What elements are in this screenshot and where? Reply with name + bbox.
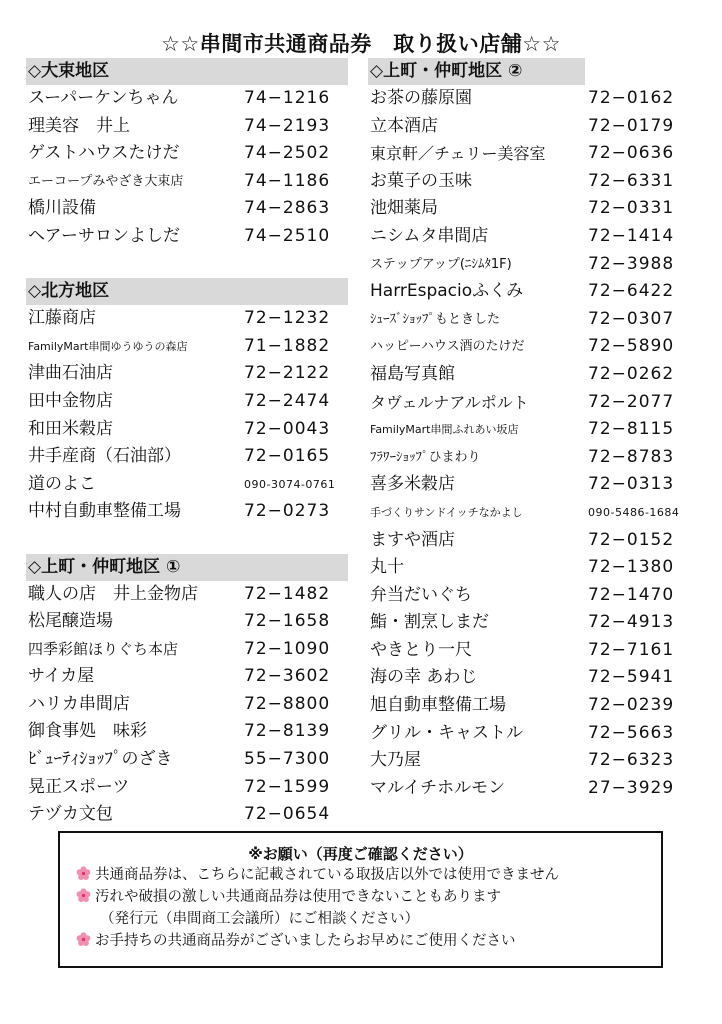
shop-name: ﾌﾗﾜｰｼｮｯﾌﾟひまわり [370,449,481,465]
shop-name: 御食事処 味彩 [28,721,147,742]
notice-text: お手持ちの共通商品券がございましたらお早めにご使用ください [95,933,516,949]
shop-name: 中村自動車整備工場 [28,501,181,522]
shop-phone: 72−1470 [588,584,675,605]
shop-name: 手づくりサンドイッチなかよし [370,505,523,519]
right-column [368,58,698,802]
shop-name: 鮨・割烹しまだ [370,612,489,633]
shop-row [26,195,348,223]
shop-phone: 72−0331 [588,198,675,219]
shop-row [26,718,348,746]
shop-row [368,775,698,803]
shop-name: 四季彩館ほりぐち本店 [28,639,179,658]
cherry-blossom-icon [76,888,91,903]
shop-name: 旭自動車整備工場 [370,695,506,716]
shop-phone: 74−2863 [244,198,331,219]
section-header-kamimachi-2: ◇上町・仲町地区 ② [368,58,585,85]
shop-name: 大乃屋 [370,750,421,771]
shop-row [26,168,348,196]
shop-name: スーパーケンちゃん [28,88,179,108]
shop-row [368,444,698,472]
shop-phone: 74−2193 [244,115,331,136]
shop-phone: 72−0636 [588,143,675,164]
shop-phone: 72−8115 [588,419,675,440]
shop-row [26,443,348,471]
shop-phone: 27−3929 [588,777,675,798]
shop-phone: 72−2122 [244,363,331,384]
shop-name: 理美容 井上 [28,115,130,136]
shop-row [26,85,348,113]
shop-phone: 72−0152 [588,529,675,550]
shop-phone: 090-5486-1684 [588,505,680,519]
shop-row [368,582,698,610]
shop-name: ハッピーハウス酒のたけだ [370,339,525,355]
shop-name: グリル・キャストル [370,722,523,743]
shop-phone: 72−0262 [588,363,675,384]
shop-row [26,113,348,141]
shop-row [26,388,348,416]
shop-name: タヴェルナアルポルト [370,392,529,412]
shop-phone: 74−2502 [244,143,331,164]
shop-phone: 72−8800 [244,693,331,714]
cherry-blossom-icon [76,932,91,947]
section-header-kitakata: ◇北方地区 [26,278,348,305]
shop-phone: 74−1186 [244,170,331,191]
cherry-blossom-icon [76,866,91,881]
shop-row [26,333,348,361]
notice-title: ※お願い（再度ご確認ください） [248,845,473,863]
shop-name: 弁当だいぐち [370,584,472,605]
shop-row [368,361,698,389]
shop-phone: 72−0273 [244,501,331,522]
shop-name: 晃正スポーツ [28,776,130,797]
shop-phone: 55−7300 [244,749,331,770]
shop-row [368,223,698,251]
shop-phone: 72−1414 [588,225,675,246]
shop-phone: 74−2510 [244,225,331,246]
shop-name: 田中金物店 [28,390,113,411]
shop-row [368,251,698,279]
shop-row [26,471,348,499]
shop-name: 東京軒／チェリー美容室 [370,144,546,164]
shop-name: エーコープみやざき大束店 [28,173,184,189]
shop-phone: 72−2077 [588,391,675,412]
shop-name: 橋川設備 [28,198,96,219]
shop-row [26,581,348,609]
shop-name: テヅカ文包 [28,804,113,825]
shop-row [26,305,348,333]
shop-name: 松尾醸造場 [28,611,113,632]
shop-phone: 72−5663 [588,722,675,743]
notice-text: 汚れや破損の激しい共通商品券は使用できないこともあります [95,889,501,905]
shop-row [368,168,698,196]
shop-phone: 72−7161 [588,639,675,660]
shop-row [368,527,698,555]
shop-row [26,636,348,664]
shop-phone: 72−0307 [588,308,675,329]
shop-name: ヘアーサロンよしだ [28,225,180,246]
shop-name: 江藤商店 [28,308,96,329]
shop-name: サイカ屋 [28,666,95,687]
shop-row [368,140,698,168]
shop-name: ますや酒店 [370,529,455,550]
notice-item [60,864,661,886]
shop-name: ステップアップ(ﾆｼﾑﾀ1F) [370,256,512,272]
shop-phone: 72−2474 [244,390,331,411]
notice-item [60,908,661,930]
shop-row [368,389,698,417]
section-header-otsuka: ◇大束地区 [26,58,348,85]
notice-box [58,831,663,968]
shop-name: 海の幸 あわじ [370,667,478,688]
shop-phone: 72−1232 [244,308,331,329]
notice-text: 共通商品券は、こちらに記載されている取扱店以外では使用できません [95,867,559,883]
shop-phone: 74−1216 [244,88,331,108]
shop-phone: 72−5890 [588,336,675,357]
shop-phone: 72−0043 [244,418,331,439]
shop-phone: 72−0162 [588,88,675,108]
shop-row [368,471,698,499]
shop-name: 丸十 [370,557,404,578]
shop-row [26,774,348,802]
shop-phone: 72−0239 [588,695,675,716]
shop-phone: 72−4913 [588,612,675,633]
shop-name: ニシムタ串間店 [370,225,489,246]
shop-phone: 72−6422 [588,281,675,302]
shop-row [368,416,698,444]
shop-phone: 72−5941 [588,667,675,688]
shop-phone: 72−1482 [244,583,331,604]
notice-item [60,886,661,908]
shop-name: ﾋﾞｭｰﾃｨｼｮｯﾌﾟのざき [28,749,173,770]
shop-row [368,554,698,582]
shop-row [26,140,348,168]
shop-row [368,609,698,637]
shop-row [368,664,698,692]
shop-name: お菓子の玉味 [370,170,472,191]
shop-name: ゲストハウスたけだ [28,143,180,164]
shop-phone: 72−1090 [244,638,331,659]
spacer [26,251,348,279]
shop-row [368,499,698,527]
shop-phone: 72−1380 [588,557,675,578]
shop-phone: 71−1882 [244,335,331,356]
shop-name: お茶の藤原園 [370,88,472,108]
shop-row [26,663,348,691]
shop-name: HarrEspacioふくみ [370,281,524,302]
left-column [26,58,348,829]
shop-row [368,720,698,748]
notice-text: （発行元（串間商工会議所）にご相談ください） [100,911,419,927]
shop-phone: 72−8139 [244,721,331,742]
shop-phone: 72−0654 [244,804,331,825]
shop-name: FamilyMart串間ゆうゆうの森店 [28,339,188,353]
shop-name: 喜多米穀店 [370,474,455,495]
shop-row [368,195,698,223]
shop-phone: 72−1599 [244,776,331,797]
shop-row [26,416,348,444]
shop-row [368,113,698,141]
shop-row [368,747,698,775]
shop-name: マルイチホルモン [370,777,506,798]
shop-name: ｼｭｰｽﾞｼｮｯﾌﾟもときした [370,311,501,327]
shop-row [26,746,348,774]
shop-name: 職人の店 井上金物店 [28,583,198,604]
shop-row [368,637,698,665]
shop-name: 福島写真館 [370,363,455,384]
shop-phone: 72−0313 [588,474,675,495]
shop-name: 道のよこ [28,473,96,494]
shop-name: 井手産商（石油部） [28,446,181,467]
shop-name: 池畑薬局 [370,198,438,219]
notice-item [60,930,661,952]
shop-phone: 72−1658 [244,611,331,632]
spacer [26,526,348,554]
shop-row [26,360,348,388]
shop-name: 津曲石油店 [28,363,113,384]
shop-phone: 72−3988 [588,253,675,274]
shop-phone: 72−0179 [588,115,675,136]
shop-row [26,608,348,636]
shop-phone: 72−3602 [244,666,331,687]
shop-row [26,498,348,526]
shop-row [368,306,698,334]
shop-phone: 72−0165 [244,446,331,467]
shop-row [26,691,348,719]
shop-row [368,333,698,361]
shop-phone: 72−6323 [588,750,675,771]
shop-row [368,278,698,306]
shop-name: ハリカ串間店 [28,693,130,714]
section-header-kamimachi-1: ◇上町・仲町地区 ① [26,554,348,581]
shop-name: やきとり一尺 [370,639,472,660]
shop-name: FamilyMart串間ふれあい坂店 [370,423,519,437]
shop-phone: 72−8783 [588,446,675,467]
shop-row [26,801,348,829]
shop-name: 立本酒店 [370,115,438,136]
shop-name: 和田米穀店 [28,418,113,439]
shop-row [26,223,348,251]
shop-row [368,692,698,720]
page-title: ☆☆串間市共通商品券 取り扱い店舗☆☆ [161,32,561,56]
shop-row [368,85,698,113]
shop-phone: 090-3074-0761 [244,477,336,491]
shop-phone: 72−6331 [588,170,675,191]
